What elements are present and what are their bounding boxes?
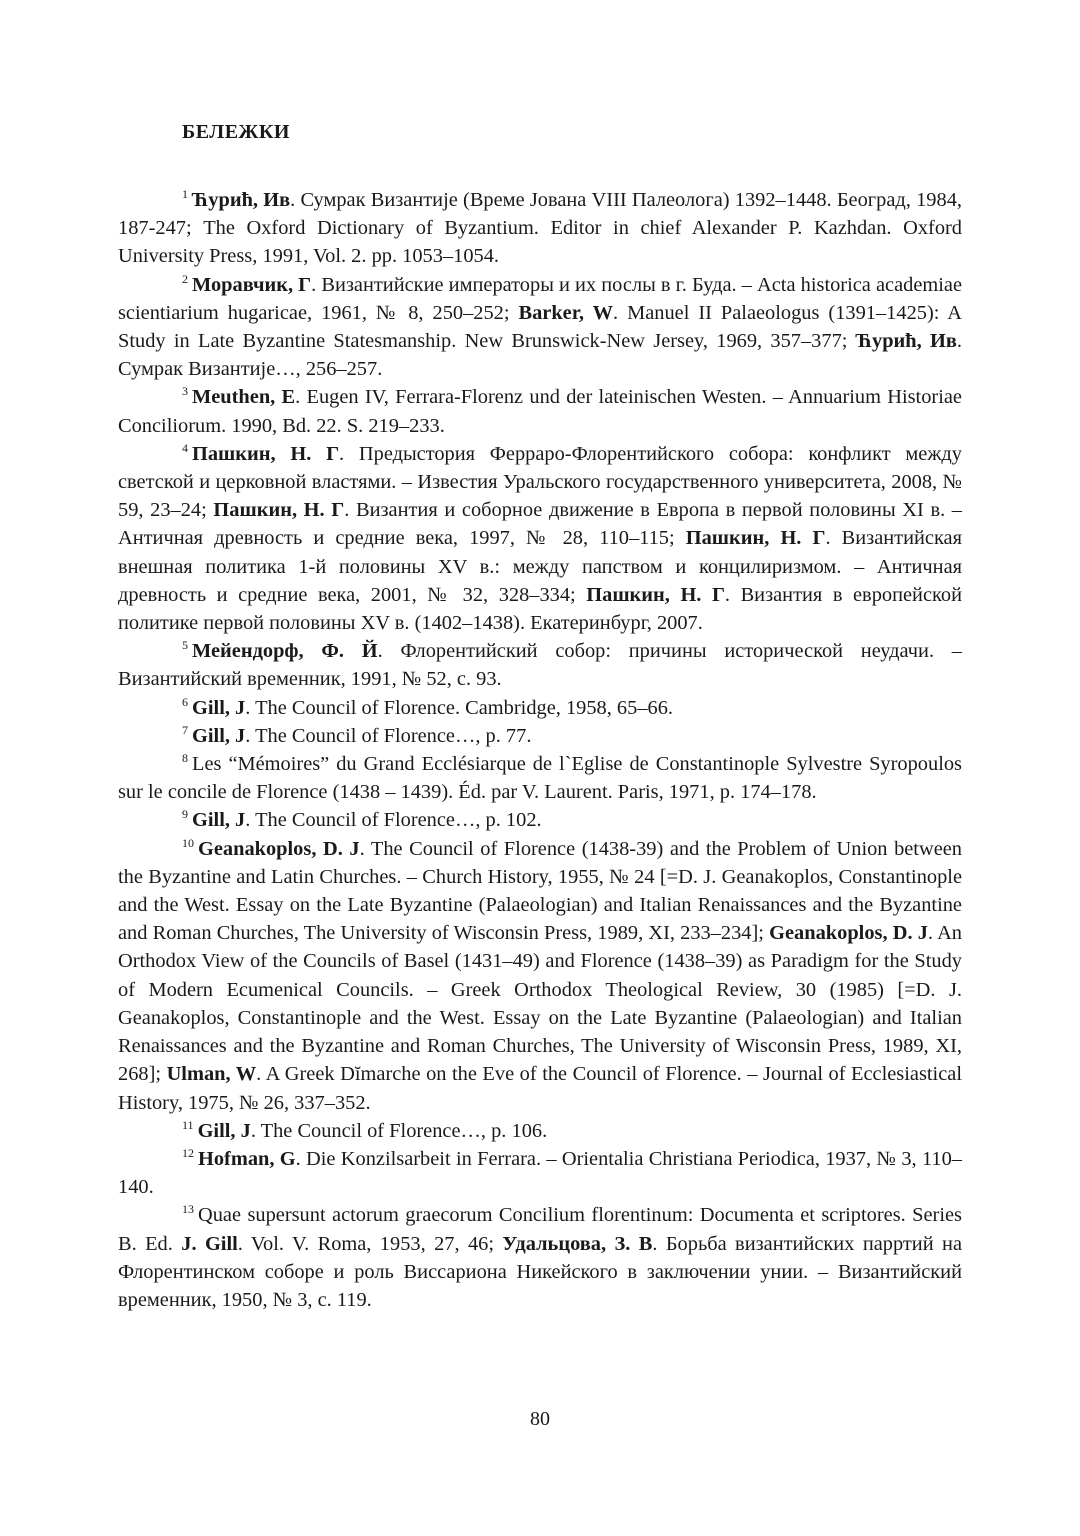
- document-page: [118, 118, 962, 1314]
- author-name: Моравчик, Г: [192, 273, 312, 296]
- citation-text: . Die Konzilsarbeit in Ferrara. – Orientalia Christiana Periodica, 1937, № 3, 110–140.: [118, 1147, 962, 1199]
- footnote-number: 3: [182, 384, 188, 399]
- author-name: Ћурић, Ив: [192, 189, 291, 211]
- author-name: Geanakoplos, D. J: [198, 837, 360, 860]
- footnote: [118, 835, 962, 1117]
- page-number: 80: [530, 1408, 550, 1430]
- author-name: Мейендорф, Ф. Й: [192, 640, 378, 663]
- author-name: Meuthen, E: [192, 386, 296, 409]
- author-name: Пашкин, Н. Г: [685, 527, 826, 550]
- citation-text: . The Council of Florence. Cambridge, 1958, 65–66.: [245, 696, 674, 719]
- citation-text: . Предыстория Ферраро-Флорентийского собора: конфликт между светской и церковной властями. – Известия Уральского государственного университета, 2008, № 59, 23–24;: [118, 442, 962, 522]
- footnote: [118, 1201, 962, 1314]
- citation-text: . Борьба византийских парртий на Флорентинском соборе и роль Виссариона Никейского в заключении унии. – Византийский временник, 1950, № 3, с. 119.: [118, 1232, 962, 1311]
- citation-text: . The Council of Florence…, p. 102.: [245, 809, 542, 832]
- citation-text: . Vol. V. Roma, 1953, 27, 46;: [237, 1232, 503, 1255]
- footnote: [118, 806, 962, 834]
- footnote-number: 1: [182, 187, 188, 201]
- citation-text: . Византийские императоры и их послы в г. Буда. – Acta historica academiae scientiarium hugaricae, 1961, № 8, 250–252;: [118, 273, 963, 324]
- citation-text: Quae supersunt actorum graecorum Concilium florentinum: Documenta et scriptores. Series B. Ed.: [118, 1204, 962, 1255]
- footnote-number: 11: [182, 1117, 194, 1132]
- author-name: Пашкин, Н. Г: [586, 583, 725, 606]
- citation-text: Les “Mémoires” du Grand Ecclésiarque de l`Eglise de Constantinople Sylvestre Syropoulos sur le concile de Florence (1438 – 1439). Éd. par V. Laurent. Paris, 1971, p. 174–178.: [118, 753, 962, 804]
- citation-text: . Manuel II Palaeologus (1391–1425): A Study in Late Byzantine Statesmanship. New Brunswick-New Jersey, 1969, 357–377;: [118, 301, 962, 353]
- footnote-number: 2: [182, 271, 188, 286]
- citation-text: . Флорентийский собор: причины исторической неудачи. – Византийский временник, 1991, № 52, с. 93.: [118, 640, 962, 691]
- citation-text: . An Orthodox View of the Councils of Basel (1431–49) and Florence (1438–39) as Paradigm for the Study of Modern Ecumenical Councils. – Greek Orthodox Theological Review, 30 (1985) [=D. J. Geanakoplos, Constantinople and the West. Essay on the Late Byzantine (Palaeologian) and Italian Renaissances and the Byzantine and Roman Churches, The University of Wisconsin Press, 1989, XI, 268];: [118, 922, 962, 1086]
- footnote: [118, 722, 962, 750]
- author-name: J. Gill: [181, 1232, 238, 1255]
- footnote: [118, 1117, 962, 1145]
- citation-text: . Византия и соборное движение в Европа в первой половины XI в. – Античная древность и средние века, 1997, № 28, 110–115;: [118, 499, 962, 550]
- notes-heading: БЕЛЕЖКИ: [182, 121, 290, 143]
- citation-text: . A Greek Dĭmarche on the Eve of the Council of Florence. – Journal of Ecclesiastical History, 1975, № 26, 337–352.: [118, 1063, 962, 1114]
- footnote-number: 5: [182, 638, 188, 653]
- author-name: Пашкин, Н. Г: [192, 442, 340, 465]
- author-name: Gill, J: [192, 696, 246, 719]
- author-name: Hofman, G: [198, 1147, 296, 1170]
- author-name: Удальцова, З. В: [502, 1232, 653, 1255]
- citation-text: . The Council of Florence…, p. 106.: [250, 1119, 548, 1142]
- notes-list: [118, 186, 962, 1314]
- author-name: Gill, J: [192, 809, 246, 832]
- citation-text: . Сумрак Византије…, 256–257.: [118, 330, 962, 381]
- citation-text: . Византия в европейской политике первой половины XV в. (1402–1438). Екатеринбург, 2007.: [118, 583, 962, 635]
- footnote: [118, 383, 962, 439]
- footnote: [118, 1145, 962, 1201]
- citation-text: . The Council of Florence (1438-39) and the Problem of Union between the Byzantine and Latin Churches. – Church History, 1955, № 24 [=D. J. Geanakoplos, Constantinople and the West. Essay on the Late Byzantine (Palaeologian) and Italian Renaissances and the Byzantine and Roman Churches, The University of Wisconsin Press, 1989, XI, 233–234];: [118, 837, 962, 945]
- footnote-number: 8: [182, 751, 188, 766]
- author-name: Gill, J: [192, 724, 246, 747]
- author-name: Geanakoplos, D. J: [769, 922, 928, 945]
- citation-text: . Сумрак Византије (Време Јована VIII Палеолога) 1392–1448. Београд, 1984, 187-247; The Oxford Dictionary of Byzantium. Editor in chief Alexander P. Kazhdan. Oxford University Press, 1991, Vol. 2. pp. 1053–1054.: [118, 189, 962, 268]
- footnote-number: 7: [182, 722, 188, 737]
- author-name: Пашкин, Н. Г: [213, 499, 345, 522]
- footnote: [118, 694, 962, 722]
- footnote: [118, 750, 962, 806]
- citation-text: . The Council of Florence…, p. 77.: [245, 724, 532, 747]
- citation-text: . Византийская внешная политика 1-й половины XV в.: между папством и концилиризмом. – Античная древность и средние века, 2001, № 32, 328–334;: [118, 527, 962, 606]
- author-name: Ћурић, Ив: [855, 330, 957, 353]
- footnote-number: 12: [182, 1145, 194, 1160]
- author-name: Barker, W: [518, 301, 614, 324]
- author-name: Ulman, W: [166, 1063, 257, 1086]
- footnote-number: 6: [182, 694, 188, 709]
- footnote-number: 9: [182, 807, 188, 822]
- footnote-number: 13: [182, 1202, 194, 1217]
- footnote-number: 4: [182, 440, 188, 455]
- footnote: [118, 186, 962, 271]
- footnote: [118, 271, 962, 384]
- citation-text: . Eugen IV, Ferrara-Florenz und der lateinischen Westen. – Annuarium Historiae Conciliorum. 1990, Bd. 22. S. 219–233.: [118, 386, 962, 437]
- author-name: Gill, J: [197, 1119, 251, 1142]
- footnote: [118, 440, 962, 637]
- footnote-number: 10: [182, 835, 194, 850]
- footnote: [118, 637, 962, 693]
